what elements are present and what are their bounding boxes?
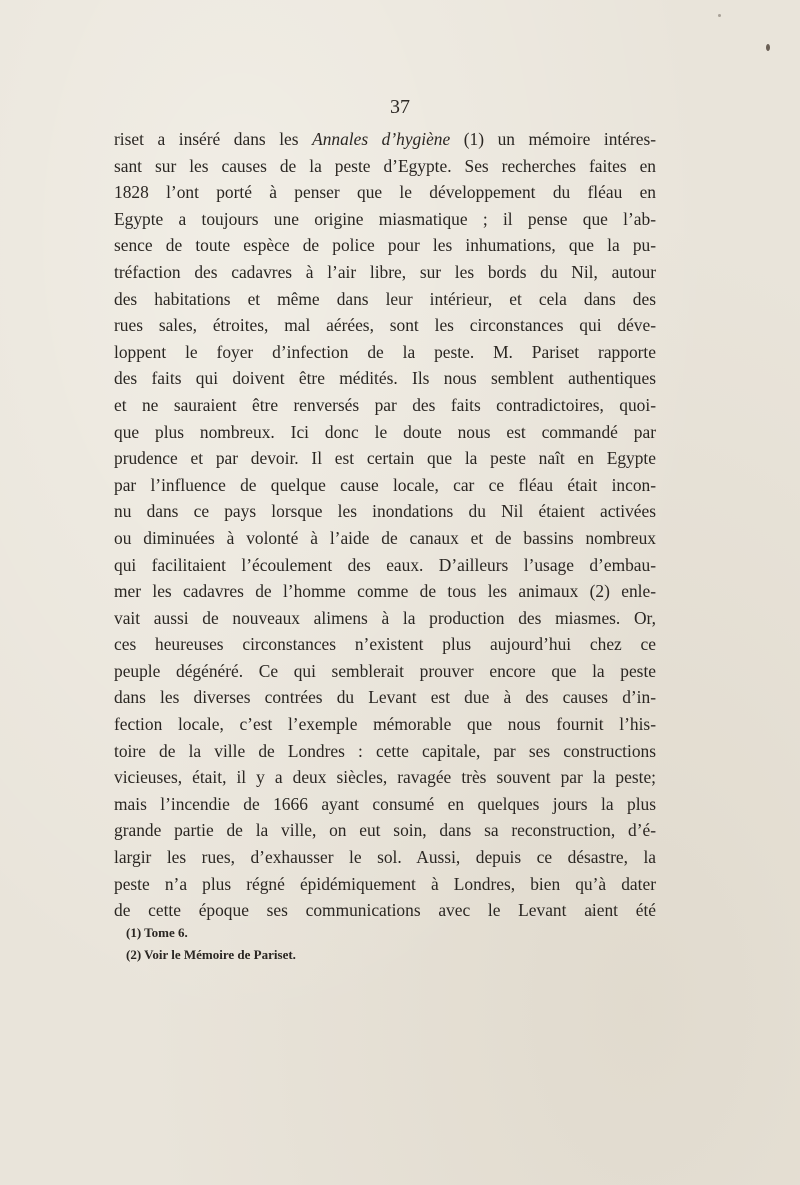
text-segment: mais l’incendie de 1666 ayant consumé en quelques jours la plus [114, 793, 656, 814]
text-line [114, 684, 656, 711]
text-line [114, 764, 656, 791]
text-segment: dans les diverses contrées du Levant est due à des causes d’in- [114, 687, 656, 708]
text-segment: tréfaction des cadavres à l’air libre, sur les bords du Nil, autour [114, 261, 656, 282]
text-segment: 1828 l’ont porté à penser que le développement du fléau en [114, 182, 656, 203]
text-segment: par l’influence de quelque cause locale, car ce fléau était incon- [114, 474, 656, 495]
text-segment: peste n’a plus régné épidémiquement à Londres, bien qu’à dater [114, 873, 656, 894]
text-segment: qui facilitaient l’écoulement des eaux. D’ailleurs l’usage d’embau- [114, 554, 656, 575]
text-segment: vait aussi de nouveaux alimens à la production des miasmes. Or, [114, 607, 656, 628]
text-line [114, 339, 656, 366]
paper-speck [718, 14, 721, 17]
text-segment: grande partie de la ville, on eut soin, dans sa reconstruction, d’é- [114, 820, 656, 841]
text-segment: largir les rues, d’exhausser le sol. Aussi, depuis ce désastre, la [114, 847, 656, 868]
text-segment: toire de la ville de Londres : cette capitale, par ses constructions [114, 740, 656, 761]
text-line [114, 552, 656, 579]
footnotes [126, 922, 626, 966]
text-segment: (1) un mémoire intéres- [450, 129, 656, 149]
text-line [114, 844, 656, 871]
text-line [114, 498, 656, 525]
text-line [114, 126, 656, 153]
text-line [114, 286, 656, 313]
text-line [114, 179, 656, 206]
text-segment: sence de toute espèce de police pour les inhumations, que la pu- [114, 235, 656, 256]
text-line [114, 365, 656, 392]
text-segment: des habitations et même dans leur intérieur, et cela dans des [114, 288, 656, 309]
text-line [114, 897, 656, 924]
text-segment: riset a inséré dans les [114, 129, 313, 149]
text-segment: nu dans ce pays lorsque les inondations du Nil étaient activées [114, 501, 656, 522]
text-line [114, 871, 656, 898]
text-line [114, 153, 656, 180]
text-line [114, 525, 656, 552]
text-segment: mer les cadavres de l’homme comme de tous les animaux (2) enle- [114, 581, 656, 602]
paper-speck [590, 912, 593, 915]
text-segment: Egypte a toujours une origine miasmatique ; il pense que l’ab- [114, 208, 656, 229]
text-segment: que plus nombreux. Ici donc le doute nous est commandé par [114, 421, 656, 442]
text-segment: rues sales, étroites, mal aérées, sont les circonstances qui déve- [114, 315, 656, 336]
text-line [114, 259, 656, 286]
text-line [114, 817, 656, 844]
text-segment: des faits qui doivent être médités. Ils nous semblent authentiques [114, 368, 656, 389]
text-line [114, 312, 656, 339]
text-segment: vicieuses, était, il y a deux siècles, ravagée très souvent par la peste; [114, 767, 656, 788]
text-segment: sant sur les causes de la peste d’Egypte. Ses recherches faites en [114, 155, 656, 176]
text-line [114, 232, 656, 259]
body-text [114, 126, 656, 924]
text-line [114, 631, 656, 658]
text-segment: fection locale, c’est l’exemple mémorable que nous fournit l’his- [114, 714, 656, 735]
text-line [114, 605, 656, 632]
paper-speck [766, 44, 770, 51]
text-segment: loppent le foyer d’infection de la peste. M. Pariset rapporte [114, 341, 656, 362]
text-line [114, 419, 656, 446]
text-line [114, 445, 656, 472]
text-line [114, 206, 656, 233]
text-line [114, 392, 656, 419]
text-line [114, 791, 656, 818]
footnote-1: (1) Tome 6. [126, 925, 188, 940]
text-segment: prudence et par devoir. Il est certain que la peste naît en Egypte [114, 448, 656, 469]
text-line [114, 711, 656, 738]
text-line [114, 658, 656, 685]
text-segment: ou diminuées à volonté à l’aide de canaux et de bassins nombreux [114, 527, 656, 548]
text-segment: et ne sauraient être renversés par des faits contradictoires, quoi- [114, 394, 656, 415]
page-number: 37 [390, 96, 410, 118]
text-line [114, 738, 656, 765]
text-line [114, 472, 656, 499]
text-segment: de cette époque ses communications avec le Levant aient été [114, 900, 656, 921]
text-line [114, 578, 656, 605]
footnote-2: (2) Voir le Mémoire de Pariset. [126, 947, 296, 962]
journal-title: Annales d’hygiène [312, 129, 451, 149]
text-segment: ces heureuses circonstances n’existent plus aujourd’hui chez ce [114, 634, 656, 655]
text-segment: peuple dégénéré. Ce qui semblerait prouver encore que la peste [114, 660, 656, 681]
